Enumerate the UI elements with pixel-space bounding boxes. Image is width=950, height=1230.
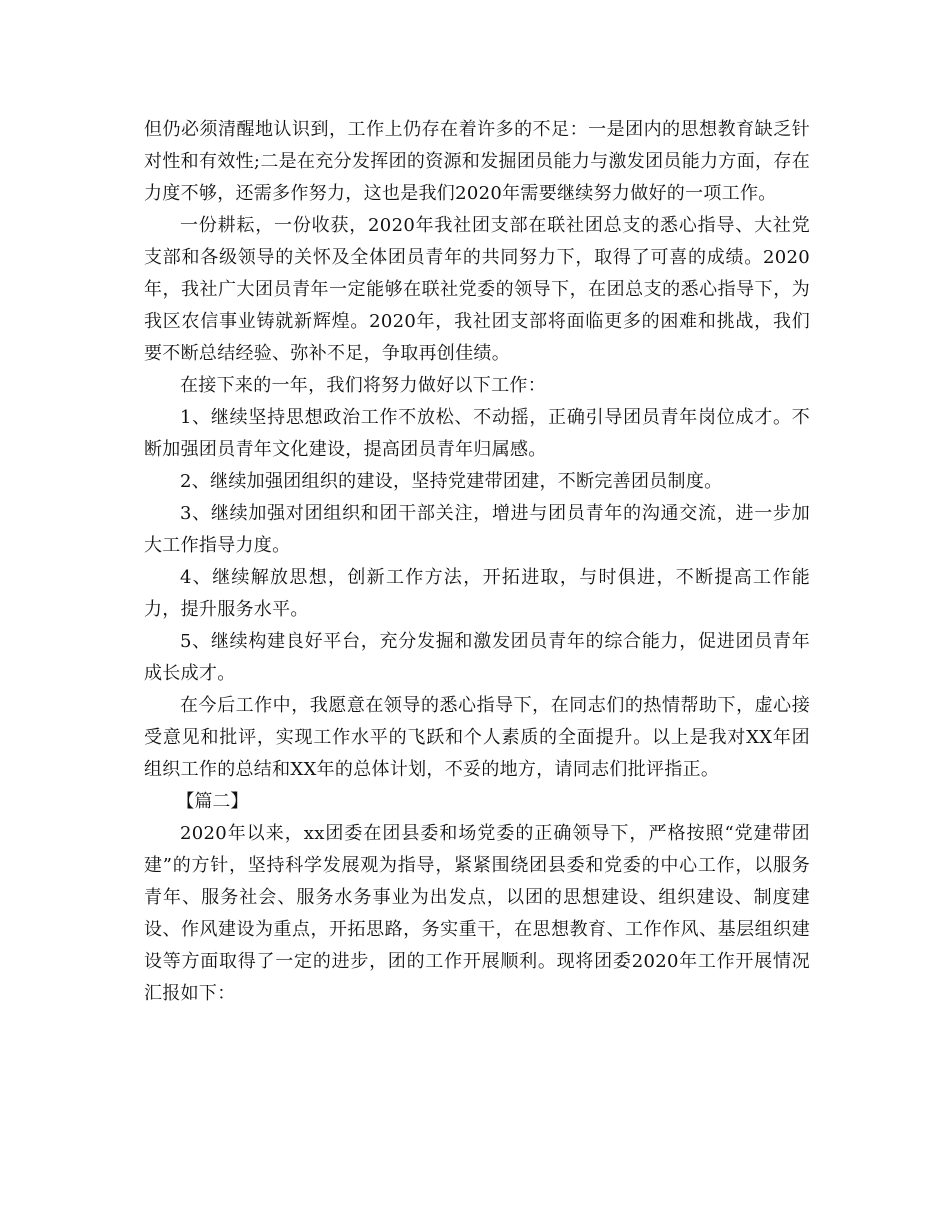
- list-item-2: 2、继续加强团组织的建设，坚持党建带团建，不断完善团员制度。: [180, 471, 723, 492]
- list-item-4: 4、继续解放思想，创新工作方法，开拓进取，与时俱进，不断提高工作能力，提升服务水平。: [144, 567, 810, 620]
- paragraph-shortcomings: 但仍必须清醒地认识到，工作上仍存在着许多的不足：一是团内的思想教育缺乏针对性和有效性;二是在充分发挥团的资源和发掘团员能力与激发团员能力方面，存在力度不够，还需多作努力，这也是我们2020年需要继续努力做好的一项工作。: [144, 119, 810, 204]
- paragraph-section-two-intro: 2020年以来，xx团委在团县委和场党委的正确领导下，严格按照“党建带团建”的方针，坚持科学发展观为指导，紧紧围绕团县委和党委的中心工作，以服务青年、服务社会、服务水务事业为出发点，以团的思想建设、组织建设、制度建设、作风建设为重点，开拓思路，务实重干，在思想教育、工作作风、基层组织建设等方面取得了一定的进步，团的工作开展顺利。现将团委2020年工作开展情况汇报如下：: [144, 823, 810, 1004]
- paragraph-plan-intro: 在接下来的一年，我们将努力做好以下工作：: [180, 375, 546, 396]
- list-item-3: 3、继续加强对团组织和团干部关注，增进与团员青年的沟通交流，进一步加大工作指导力度。: [144, 503, 810, 556]
- list-item-5: 5、继续构建良好平台，充分发掘和激发团员青年的综合能力，促进团员青年成长成才。: [144, 631, 810, 684]
- paragraph-conclusion: 在今后工作中，我愿意在领导的悉心指导下，在同志们的热情帮助下，虚心接受意见和批评，实现工作水平的飞跃和个人素质的全面提升。以上是我对XX年团组织工作的总结和XX年的总体计划，不妥的地方，请同志们批评指正。: [144, 695, 810, 780]
- paragraph-achievements: 一份耕耘，一份收获，2020年我社团支部在联社团总支的悉心指导、大社党支部和各级领导的关怀及全体团员青年的共同努力下，取得了可喜的成绩。2020年，我社广大团员青年一定能够在联社党委的领导下，在团总支的悉心指导下，为我区农信事业铸就新辉煌。2020年，我社团支部将面临更多的困难和挑战，我们要不断总结经验、弥补不足，争取再创佳绩。: [144, 215, 810, 364]
- list-item-1: 1、继续坚持思想政治工作不放松、不动摇，正确引导团员青年岗位成才。不断加强团员青年文化建设，提高团员青年归属感。: [144, 407, 810, 460]
- section-heading: 【篇二】: [176, 791, 249, 812]
